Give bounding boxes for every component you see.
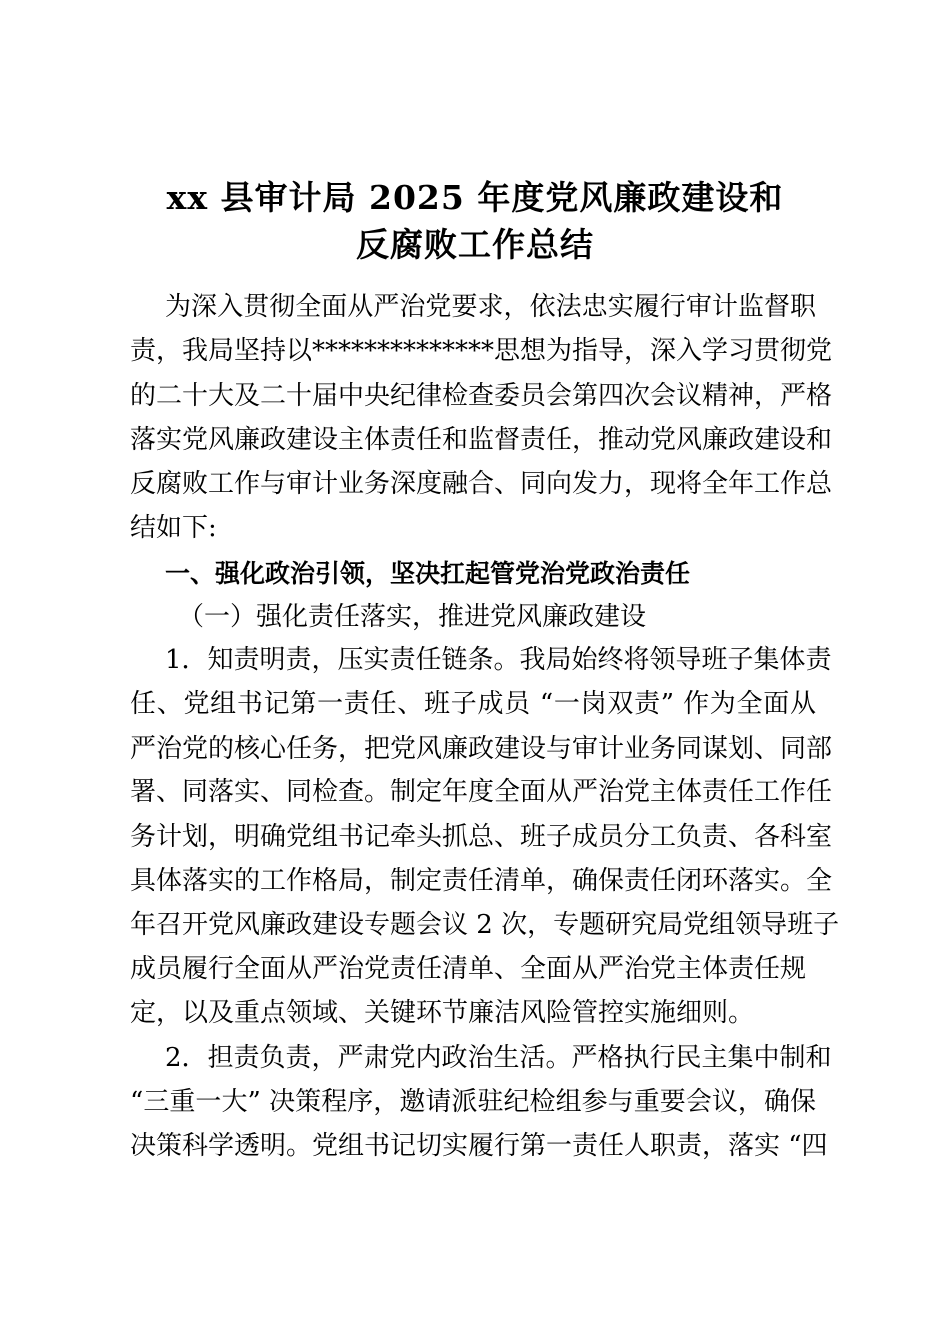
paragraph-line: 年召开党风廉政建设专题会议 2 次，专题研究局党组领导班子 (130, 910, 840, 940)
paragraph-line: 决策科学透明。党组书记切实履行第一责任人职责，落实 “四 (130, 1131, 828, 1161)
paragraph-line: 落实党风廉政建设主体责任和监督责任，推动党风廉政建设和 (130, 425, 833, 455)
paragraph-line: 署、同落实、同检查。制定年度全面从严治党主体责任工作任 (130, 777, 833, 807)
paragraph-line: “三重一大” 决策程序，邀请派驻纪检组参与重要会议，确保 (130, 1087, 816, 1117)
paragraph-line: 的二十大及二十届中央纪律检查委员会第四次会议精神，严格 (130, 381, 833, 411)
paragraph-line: 为深入贯彻全面从严治党要求，依法忠实履行审计监督职 (165, 292, 816, 322)
document-title-line-1: xx 县审计局 2025 年度党风廉政建设和 (166, 178, 784, 217)
document-title-line-2: 反腐败工作总结 (356, 225, 594, 264)
paragraph-line: 1．知责明责，压实责任链条。我局始终将领导班子集体责 (165, 645, 832, 675)
paragraph-line: 严治党的核心任务，把党风廉政建设与审计业务同谋划、同部 (130, 734, 833, 764)
subsection-heading: （一）强化责任落实，推进党风廉政建设 (178, 602, 647, 632)
paragraph-line: 反腐败工作与审计业务深度融合、同向发力，现将全年工作总 (130, 469, 833, 499)
paragraph-line: 任、党组书记第一责任、班子成员 “一岗双责” 作为全面从 (130, 689, 816, 719)
paragraph-line: 定，以及重点领域、关键环节廉洁风险管控实施细则。 (130, 998, 755, 1028)
paragraph-line: 具体落实的工作格局，制定责任清单，确保责任闭环落实。全 (130, 866, 833, 896)
paragraph-line: 2．担责负责，严肃党内政治生活。严格执行民主集中制和 (165, 1043, 832, 1073)
paragraph-line: 成员履行全面从严治党责任清单、全面从严治党主体责任规 (130, 954, 807, 984)
paragraph-line: 责，我局坚持以**************思想为指导，深入学习贯彻党 (130, 336, 833, 366)
paragraph-line: 结如下: (130, 513, 217, 543)
paragraph-line: 务计划，明确党组书记牵头抓总、班子成员分工负责、各科室 (130, 822, 833, 852)
section-heading: 一、强化政治引领，坚决扛起管党治党政治责任 (165, 559, 691, 588)
